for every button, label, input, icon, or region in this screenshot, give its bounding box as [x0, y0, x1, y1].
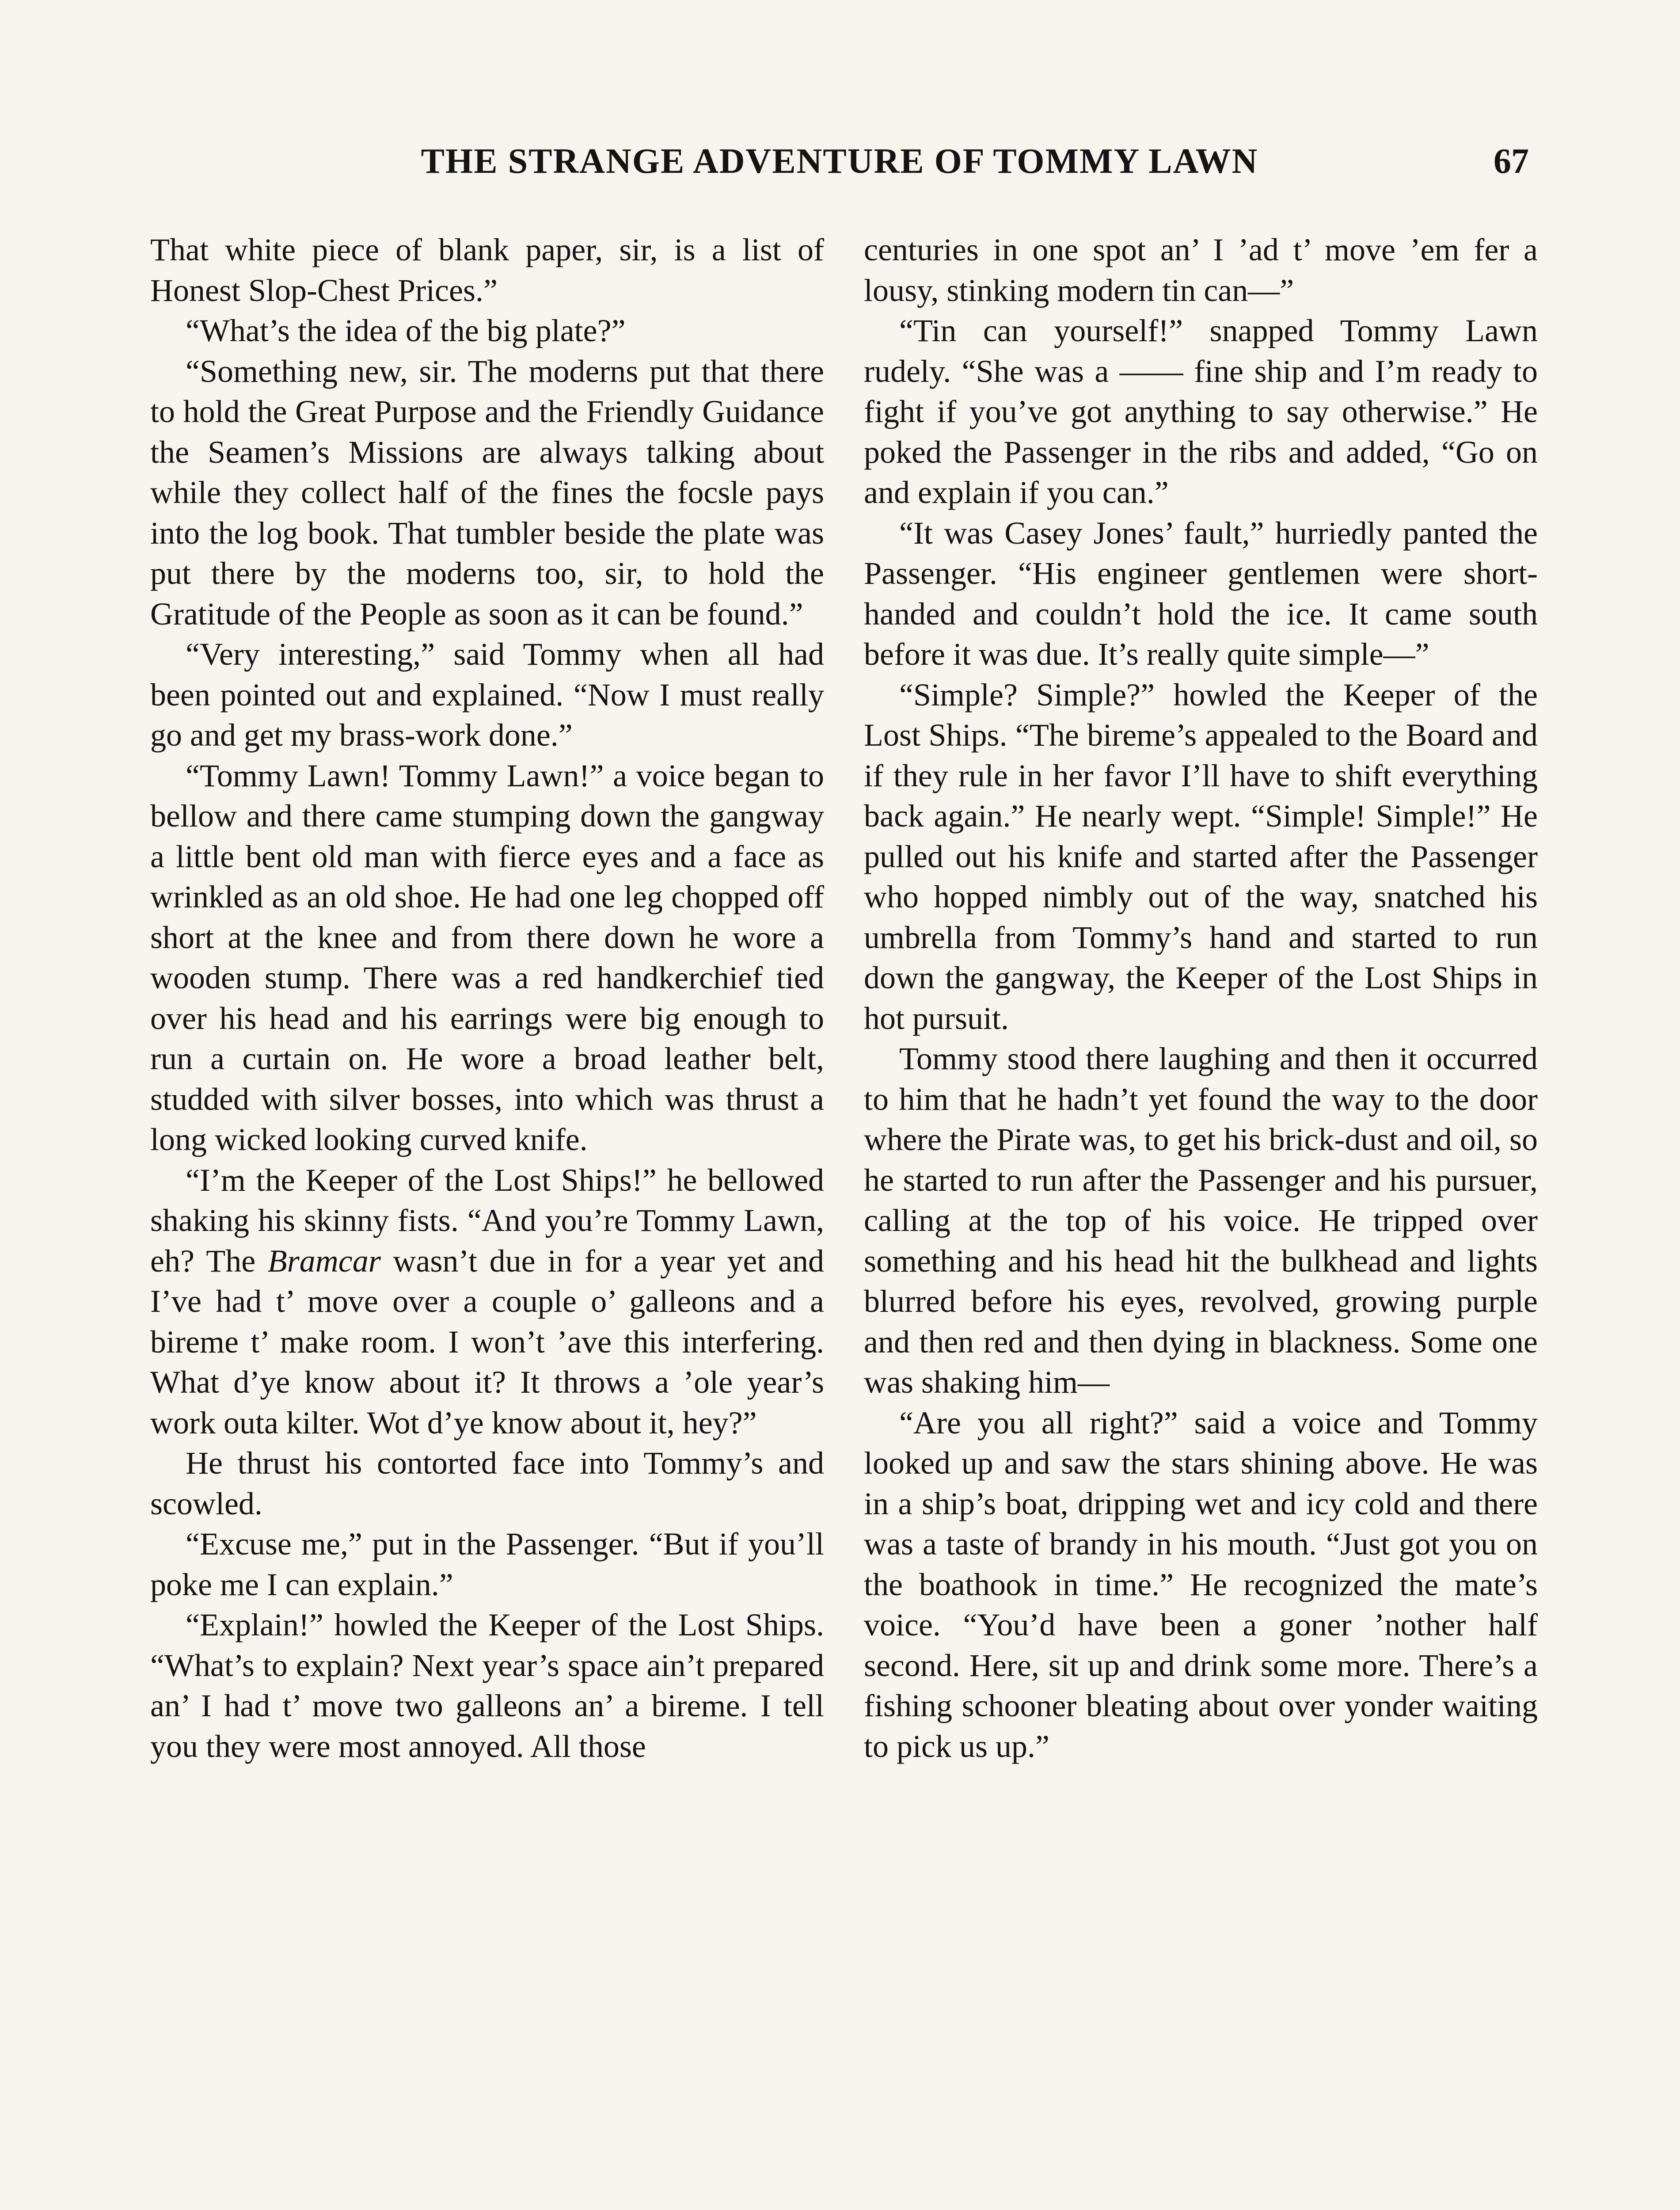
paragraph-text: “I’m the Keeper of the Lost Ships!” he bellowed shaking his skinny fists. “And you’re Tommy Lawn, eh? The — [150, 1162, 824, 1279]
paragraph: “Tommy Lawn! Tommy Lawn!” a voice began to bellow and there came stumping down the gangway a little bent old man with fierce eyes and a face as wrinkled as an old shoe. He had one leg chopped off short at the knee and from there down he wore a wooden stump. There was a red handkerchief tied over his head and his earrings were big enough to run a curtain on. He wore a broad leather belt, studded with silver bosses, into which was thrust a long wicked looking curved knife. — [150, 758, 824, 1157]
paragraph: Tommy stood there laughing and then it occurred to him that he hadn’t yet found the way to the door where the Pirate was, to get his brick-dust and oil, so he started to run after the Passenger and his pursuer, calling at the top of his voice. He tripped over something and his head hit the bulkhead and lights blurred before his eyes, revolved, growing purple and then red and then dying in blackness. Some one was shaking him— — [864, 1041, 1538, 1400]
ship-name: Bramcar — [267, 1243, 381, 1279]
paragraph: “Very interesting,” said Tommy when all had been pointed out and explained. “Now I must really go and get my brass-work done.” — [150, 636, 824, 753]
paragraph: “Simple? Simple?” howled the Keeper of the Lost Ships. “The bireme’s appealed to the Board and if they rule in her favor I’ll have to shift everything back again.” He nearly wept. “Simple! Simple!” He pulled out his knife and started after the Passenger who hopped nimbly out of the way, snatched his umbrella from Tommy’s hand and started to run down the gangway, the Keeper of the Lost Ships in hot pursuit. — [864, 677, 1538, 1036]
paragraph: “What’s the idea of the big plate?” — [186, 313, 626, 348]
paragraph-text: wasn’t due in for a year yet and I’ve had t’ move over a couple o’ galleons and a bireme t’ make room. I won’t ’ave this interfering. What d’ye know about it? It throws a ’ole year’s work outa kilter. Wot d’ye know about it, hey?” — [150, 1243, 825, 1440]
running-header — [150, 141, 1529, 199]
right-column — [864, 230, 1538, 1767]
paragraph: That white piece of blank paper, sir, is a list of Honest Slop-Chest Prices.” — [150, 232, 824, 308]
paragraph: centuries in one spot an’ I ’ad t’ move ’em fer a lousy, stinking modern tin can—” — [864, 232, 1538, 308]
paragraph: “Something new, sir. The moderns put that there to hold the Great Purpose and the Friendly Guidance the Seamen’s Missions are always talking about while they collect half of the fines the focsle pays into the log book. That tumbler beside the plate was put there by the moderns too, sir, to hold the Gratitude of the People as soon as it can be found.” — [150, 353, 824, 632]
paragraph: “Are you all right?” said a voice and Tommy looked up and saw the stars shining above. He was in a ship’s boat, dripping wet and icy cold and there was a taste of brandy in his mouth. “Just got you on the boathook in time.” He recognized the mate’s voice. “You’d have been a goner ’nother half second. Here, sit up and drink some more. There’s a fishing schooner bleating about over yonder waiting to pick us up.” — [864, 1405, 1538, 1764]
page-number: 67 — [1494, 142, 1529, 181]
paragraph: “It was Casey Jones’ fault,” hurriedly panted the Passenger. “His engineer gentlemen were short-handed and couldn’t hold the ice. It came south before it was due. It’s really quite simple—” — [864, 515, 1538, 672]
paragraph: “Excuse me,” put in the Passenger. “But if you’ll poke me I can explain.” — [150, 1526, 824, 1602]
paragraph: He thrust his contorted face into Tommy’s and scowled. — [150, 1445, 824, 1521]
paragraph: “Tin can yourself!” snapped Tommy Lawn rudely. “She was a —— fine ship and I’m ready to fight if you’ve got anything to say otherwise.” He poked the Passenger in the ribs and added, “Go on and explain if you can.” — [864, 313, 1538, 510]
running-title: THE STRANGE ADVENTURE OF TOMMY LAWN — [421, 142, 1258, 181]
left-column — [150, 230, 824, 1767]
paragraph: “Explain!” howled the Keeper of the Lost Ships. “What’s to explain? Next year’s space ain’t prepared an’ I had t’ move two galleons an’ a bireme. I tell you they were most annoyed. All those — [150, 1607, 824, 1764]
paragraph — [150, 1160, 824, 1444]
